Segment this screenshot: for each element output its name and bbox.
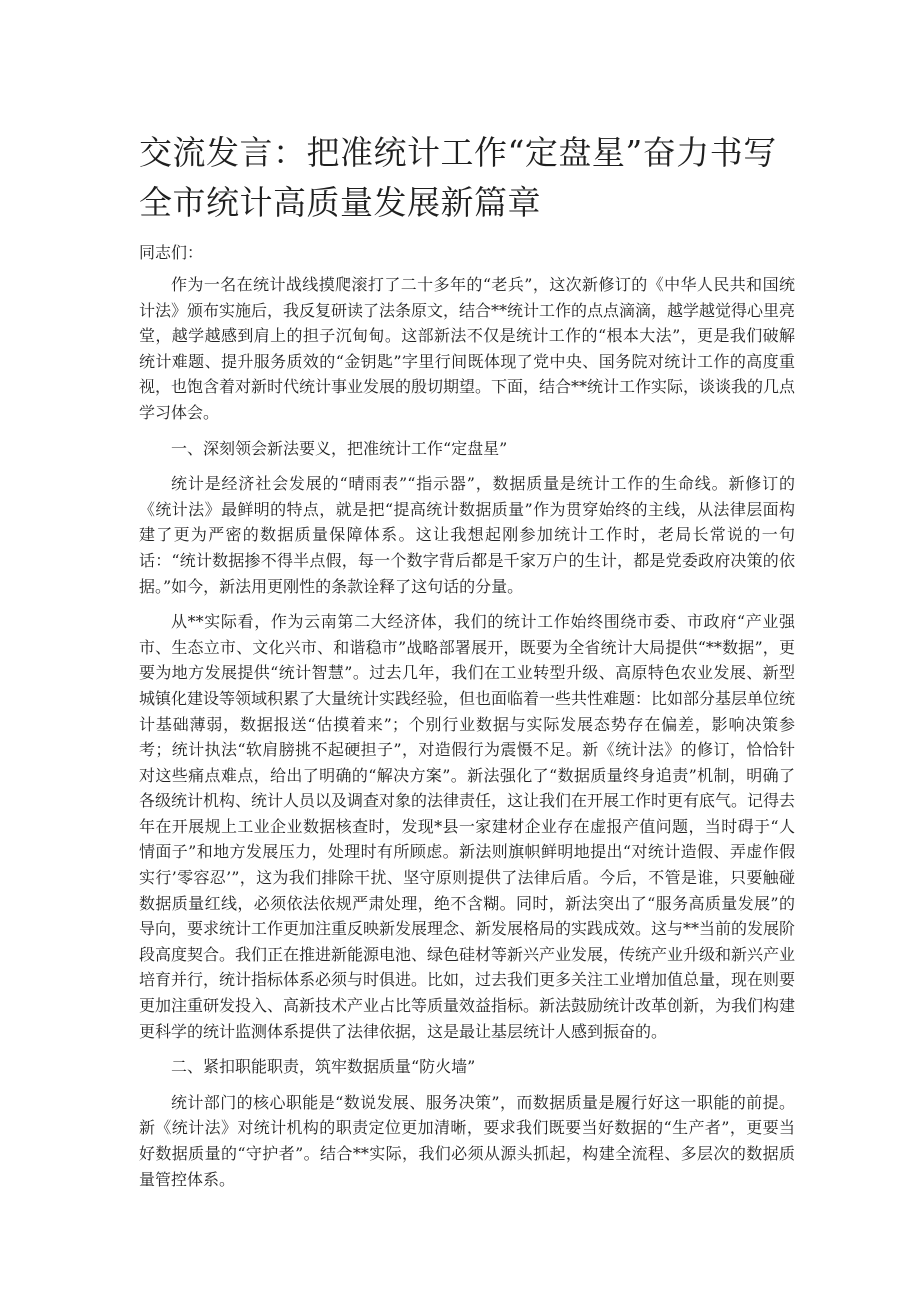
document-title: 交流发言：把准统计工作“定盘星”奋力书写全市统计高质量发展新篇章 [139, 133, 777, 222]
section-heading-1: 一、深刻领会新法要义，把准统计工作“定盘星” [171, 438, 508, 458]
section-heading-2: 二、紧扣职能职责，筑牢数据质量“防火墙” [171, 1057, 476, 1077]
paragraph-section1-a: 统计是经济社会发展的“晴雨表”“指示器”，数据质量是统计工作的生命线。新修订的《统计法》最鲜明的特点，就是把“提高统计数据质量”作为贯穿始终的主线，从法律层面构建了更为严密的数据质量保障体系。这让我想起刚参加统计工作时，老局长常说的一句话：“统计数据掺不得半点假，每一个数字背后都是千家万户的生计，都是党委政府决策的依据。”如今，新法用更刚性的条款诠释了这句话的分量。 [139, 474, 795, 596]
paragraph-intro: 作为一名在统计战线摸爬滚打了二十多年的“老兵”，这次新修订的《中华人民共和国统计法》颁布实施后，我反复研读了法条原文，结合**统计工作的点点滴滴，越学越觉得心里亮堂，越学越感到肩上的担子沉甸甸。这部新法不仅是统计工作的“根本大法”，更是我们破解统计难题、提升服务质效的“金钥匙”字里行间既体现了党中央、国务院对统计工作的高度重视，也饱含着对新时代统计事业发展的殷切期望。下面，结合**统计工作实际，谈谈我的几点学习体会。 [139, 275, 796, 422]
document-page [139, 128, 795, 1202]
paragraph-section1-b: 从**实际看，作为云南第二大经济体，我们的统计工作始终围绕市委、市政府“产业强市、生态立市、文化兴市、和谐稳市”战略部署展开，既要为全省统计大局提供“**数据”，更要为地方发展提供“统计智慧”。过去几年，我们在工业转型升级、高原特色农业发展、新型城镇化建设等领域积累了大量统计实践经验，但也面临着一些共性难题：比如部分基层单位统计基础薄弱，数据报送“估摸着来”；个别行业数据与实际发展态势存在偏差，影响决策参考；统计执法“软肩膀挑不起硬担子”，对造假行为震慑不足。新《统计法》的修订，恰恰针对这些痛点难点，给出了明确的“解决方案”。新法强化了“数据质量终身追责”机制，明确了各级统计机构、统计人员以及调查对象的法律责任，这让我们在开展工作时更有底气。记得去年在开展规上工业企业数据核查时，发现*县一家建材企业存在虚报产值问题，当时碍于“人情面子”和地方发展压力，处理时有所顾虑。新法则旗帜鲜明地提出“对统计造假、弄虚作假实行’零容忍’”，这为我们排除干扰、坚守原则提供了法律后盾。今后，不管是谁，只要触碰数据质量红线，必须依法依规严肃处理，绝不含糊。同时，新法突出了“服务高质量发展”的导向，要求统计工作更加注重反映新发展理念、新发展格局的实践成效。这与**当前的发展阶段高度契合。我们正在推进新能源电池、绿色硅材等新兴产业发展，传统产业升级和新兴产业培育并行，统计指标体系必须与时俱进。比如，过去我们更多关注工业增加值总量，现在则要更加注重研发投入、高新技术产业占比等质量效益指标。新法鼓励统计改革创新，为我们构建更科学的统计监测体系提供了法律依据，这是最让基层统计人感到振奋的。 [139, 612, 796, 1041]
paragraph-section2-a: 统计部门的核心职能是“数说发展、服务决策”，而数据质量是履行好这一职能的前提。新《统计法》对统计机构的职责定位更加清晰，要求我们既要当好数据的“生产者”，更要当好数据质量的“守护者”。结合**实际，我们必须从源头抓起，构建全流程、多层次的数据质量管控体系。 [139, 1092, 795, 1189]
salutation: 同志们： [139, 243, 204, 262]
